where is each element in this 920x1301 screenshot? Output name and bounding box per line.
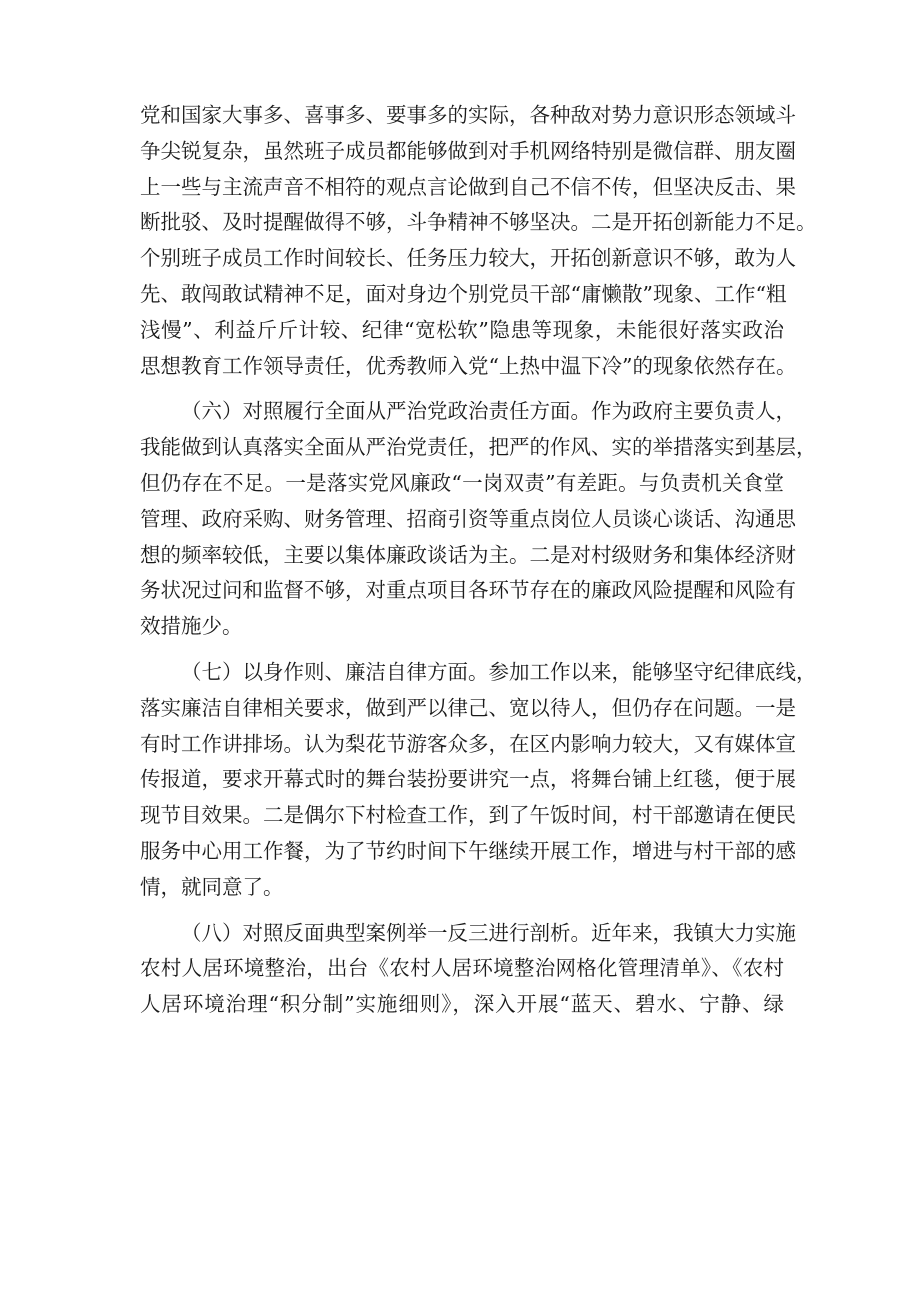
text-line: 管理、政府采购、财务管理、招商引资等重点岗位人员谈心谈话、沟通思 — [140, 506, 796, 531]
text-line: 效措施少。 — [140, 614, 243, 639]
paragraph-4 — [140, 916, 796, 1023]
text-line: 传报道，要求开幕式时的舞台装扮要讲究一点，将舞台铺上红毯，便于展 — [140, 767, 796, 792]
text-line: 但仍存在不足。一是落实党风廉政“一岗双责”有差距。与负责机关食堂 — [140, 470, 784, 495]
text-line: 浅慢”、利益斤斤计较、纪律“宽松软”隐患等现象，未能很好落实政治 — [140, 317, 784, 342]
text-line: 党和国家大事多、喜事多、要事多的实际，各种敌对势力意识形态领域斗 — [140, 103, 796, 127]
document-body — [140, 98, 817, 1023]
text-line: 上一些与主流声音不相符的观点言论做到自己不信不传，但坚决反击、果 — [140, 174, 796, 199]
text-line: （八）对照反面典型案例举一反三进行剖析。近年来，我镇大力实施 — [181, 920, 796, 945]
text-line: 断批驳、及时提醒做得不够，斗争精神不够坚决。二是开拓创新能力不足。 — [140, 210, 817, 235]
text-line: 想的频率较低，主要以集体廉政谈话为主。二是对村级财务和集体经济财 — [140, 542, 796, 567]
text-line: 现节目效果。二是偶尔下村检查工作，到了午饭时间，村干部邀请在便民 — [140, 803, 796, 828]
paragraph-2 — [140, 394, 817, 645]
paragraph-3 — [140, 655, 817, 906]
text-line: （六）对照履行全面从严治党政治责任方面。作为政府主要负责人， — [181, 399, 796, 424]
text-line: 务状况过问和监督不够，对重点项目各环节存在的廉政风险提醒和风险有 — [140, 578, 796, 603]
text-line: 思想教育工作领导责任，优秀教师入党“上热中温下冷”的现象依然存在。 — [140, 353, 797, 378]
text-line: 先、敢闯敢试精神不足，面对身边个别党员干部“庸懒散”现象、工作“粗 — [140, 281, 787, 306]
text-line: 个别班子成员工作时间较长、任务压力较大，开拓创新意识不够，敢为人 — [140, 246, 796, 271]
text-line: 落实廉洁自律相关要求，做到严以律己、宽以待人，但仍存在问题。一是 — [140, 695, 796, 720]
text-line: 有时工作讲排场。认为梨花节游客众多，在区内影响力较大，又有媒体宣 — [140, 731, 796, 756]
text-line: 人居环境治理“积分制”实施细则》，深入开展“蓝天、碧水、宁静、绿 — [140, 992, 784, 1017]
text-line: 服务中心用工作餐，为了节约时间下午继续开展工作，增进与村干部的感 — [140, 838, 796, 863]
text-line: （七）以身作则、廉洁自律方面。参加工作以来，能够坚守纪律底线， — [181, 659, 817, 684]
text-line: 我能做到认真落实全面从严治党责任，把严的作风、实的举措落实到基层， — [140, 435, 817, 460]
text-line: 争尖锐复杂，虽然班子成员都能够做到对手机网络特别是微信群、朋友圈 — [140, 138, 796, 163]
text-line: 农村人居环境整治，出台《农村人居环境整治网格化管理清单》、《农村 — [140, 956, 784, 981]
text-line: 情，就同意了。 — [140, 874, 284, 899]
paragraph-1 — [140, 98, 817, 384]
